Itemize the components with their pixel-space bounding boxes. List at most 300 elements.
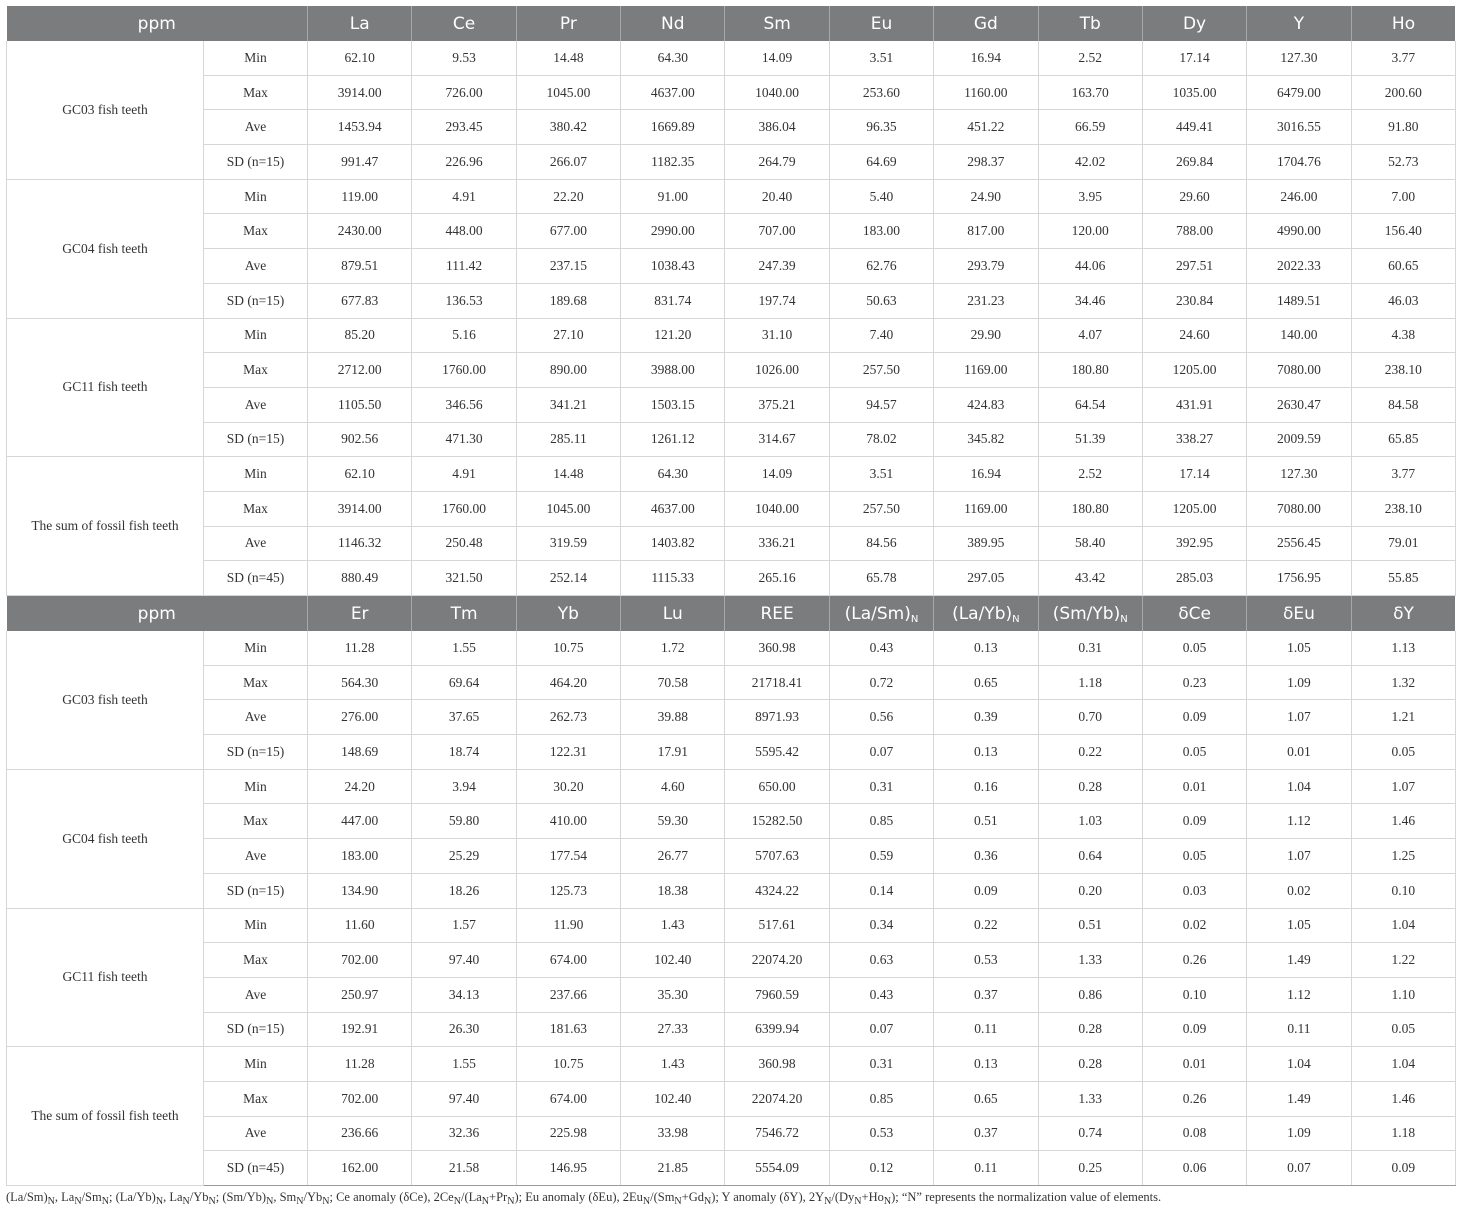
footnote-text: /(Dy [831, 1190, 855, 1204]
value-cell: 127.30 [1247, 457, 1351, 492]
value-cell: 0.08 [1142, 1116, 1246, 1151]
value-cell: 1760.00 [412, 353, 516, 388]
footnote-text: , La [54, 1190, 75, 1204]
value-cell: 293.45 [412, 110, 516, 145]
footnote-subscript: N [854, 1196, 862, 1207]
value-cell: 39.88 [621, 700, 725, 735]
footnote-text: /Yb [189, 1190, 209, 1204]
value-cell: 1.33 [1038, 943, 1142, 978]
value-cell: 1489.51 [1247, 283, 1351, 318]
footnote-subscript: N [703, 1196, 712, 1207]
footnote-text: /(La [460, 1190, 482, 1204]
value-cell: 91.00 [621, 179, 725, 214]
sample-group-label: The sum of fossil fish teeth [7, 457, 204, 596]
value-cell: 1.10 [1351, 977, 1455, 1012]
value-cell: 5554.09 [725, 1151, 829, 1186]
column-header [7, 596, 308, 632]
value-cell: 22074.20 [725, 1081, 829, 1116]
value-cell: 1045.00 [516, 491, 620, 526]
table-row [7, 422, 1456, 457]
table-row [7, 873, 1456, 908]
table-row [7, 943, 1456, 978]
table-row [7, 839, 1456, 874]
value-cell: 1.46 [1351, 804, 1455, 839]
table-row [7, 1116, 1456, 1151]
value-cell: 0.01 [1142, 769, 1246, 804]
statistic-label: SD (n=45) [204, 1151, 308, 1186]
table-row [7, 1012, 1456, 1047]
value-cell: 2.52 [1038, 41, 1142, 75]
value-cell: 197.74 [725, 283, 829, 318]
value-cell: 464.20 [516, 665, 620, 700]
value-cell: 0.43 [829, 631, 933, 665]
value-cell: 991.47 [308, 145, 412, 180]
value-cell: 58.40 [1038, 526, 1142, 561]
value-cell: 70.58 [621, 665, 725, 700]
table-row [7, 41, 1456, 75]
column-header-label: δEu [1282, 603, 1315, 624]
value-cell: 1.09 [1247, 1116, 1351, 1151]
value-cell: 97.40 [412, 943, 516, 978]
value-cell: 0.63 [829, 943, 933, 978]
footnote-subscript: N [182, 1196, 190, 1207]
statistic-label: Ave [204, 839, 308, 874]
statistic-label: Ave [204, 977, 308, 1012]
footnote-subscript: N [296, 1196, 304, 1207]
value-cell: 7.40 [829, 318, 933, 353]
value-cell: 0.11 [934, 1012, 1038, 1047]
value-cell: 15282.50 [725, 804, 829, 839]
value-cell: 0.05 [1142, 839, 1246, 874]
header-row [7, 596, 1456, 632]
table-row [7, 700, 1456, 735]
value-cell: 1205.00 [1142, 491, 1246, 526]
value-cell: 156.40 [1351, 214, 1455, 249]
value-cell: 674.00 [516, 943, 620, 978]
statistic-label: Min [204, 179, 308, 214]
value-cell: 0.13 [934, 735, 1038, 770]
table-row [7, 977, 1456, 1012]
statistic-label: Max [204, 491, 308, 526]
column-header-label: Er [350, 603, 369, 624]
value-cell: 314.67 [725, 422, 829, 457]
value-cell: 0.09 [1351, 1151, 1455, 1186]
value-cell: 1704.76 [1247, 145, 1351, 180]
value-cell: 0.53 [934, 943, 1038, 978]
value-cell: 1.04 [1351, 1047, 1455, 1082]
value-cell: 0.02 [1142, 908, 1246, 943]
value-cell: 0.26 [1142, 1081, 1246, 1116]
column-header [412, 596, 516, 632]
ree-data-table [6, 6, 1456, 1186]
value-cell: 246.00 [1247, 179, 1351, 214]
value-cell: 2712.00 [308, 353, 412, 388]
value-cell: 2.52 [1038, 457, 1142, 492]
value-cell: 16.94 [934, 457, 1038, 492]
sample-group-label: GC11 fish teeth [7, 318, 204, 457]
value-cell: 7080.00 [1247, 353, 1351, 388]
value-cell: 163.70 [1038, 75, 1142, 110]
value-cell: 102.40 [621, 943, 725, 978]
value-cell: 26.30 [412, 1012, 516, 1047]
value-cell: 120.00 [1038, 214, 1142, 249]
value-cell: 122.31 [516, 735, 620, 770]
value-cell: 0.10 [1351, 873, 1455, 908]
value-cell: 1261.12 [621, 422, 725, 457]
value-cell: 4.91 [412, 457, 516, 492]
table-row [7, 769, 1456, 804]
value-cell: 0.74 [1038, 1116, 1142, 1151]
value-cell: 11.90 [516, 908, 620, 943]
value-cell: 78.02 [829, 422, 933, 457]
value-cell: 2430.00 [308, 214, 412, 249]
statistic-label: SD (n=15) [204, 283, 308, 318]
footnote-text: ; (La/Yb) [108, 1190, 156, 1204]
statistic-label: Min [204, 769, 308, 804]
column-header-label: Eu [870, 13, 893, 34]
value-cell: 276.00 [308, 700, 412, 735]
value-cell: 431.91 [1142, 387, 1246, 422]
value-cell: 10.75 [516, 1047, 620, 1082]
value-cell: 451.22 [934, 110, 1038, 145]
column-header-label: Ho [1391, 13, 1416, 34]
value-cell: 94.57 [829, 387, 933, 422]
value-cell: 4990.00 [1247, 214, 1351, 249]
column-header [7, 6, 308, 41]
value-cell: 0.43 [829, 977, 933, 1012]
value-cell: 59.80 [412, 804, 516, 839]
value-cell: 0.34 [829, 908, 933, 943]
value-cell: 0.06 [1142, 1151, 1246, 1186]
column-header [621, 6, 725, 41]
column-header-label: (La/Sm) [844, 603, 911, 624]
value-cell: 336.21 [725, 526, 829, 561]
footnote-text: +Gd [681, 1190, 704, 1204]
value-cell: 449.41 [1142, 110, 1246, 145]
footnote-text: ); Y anomaly (δY), 2Y [711, 1190, 825, 1204]
value-cell: 7960.59 [725, 977, 829, 1012]
value-cell: 20.40 [725, 179, 829, 214]
statistic-label: Ave [204, 110, 308, 145]
value-cell: 134.90 [308, 873, 412, 908]
value-cell: 180.80 [1038, 353, 1142, 388]
value-cell: 29.90 [934, 318, 1038, 353]
value-cell: 22.20 [516, 179, 620, 214]
table-row [7, 387, 1456, 422]
footnote-text: ); “N” represents the normalization value of elements. [891, 1190, 1162, 1204]
value-cell: 24.90 [934, 179, 1038, 214]
value-cell: 250.48 [412, 526, 516, 561]
footnote-subscript: N [674, 1196, 682, 1207]
statistic-label: SD (n=15) [204, 422, 308, 457]
column-header-label: Lu [662, 603, 683, 624]
value-cell: 66.59 [1038, 110, 1142, 145]
value-cell: 3.77 [1351, 457, 1455, 492]
table-row [7, 631, 1456, 665]
value-cell: 0.20 [1038, 873, 1142, 908]
footnote-text: ; Ce anomaly (δCe), 2Ce [329, 1190, 454, 1204]
value-cell: 0.28 [1038, 769, 1142, 804]
value-cell: 4.07 [1038, 318, 1142, 353]
column-header-label: (La/Yb) [952, 603, 1013, 624]
value-cell: 1.22 [1351, 943, 1455, 978]
column-header [1142, 6, 1246, 41]
value-cell: 1.07 [1247, 700, 1351, 735]
value-cell: 0.56 [829, 700, 933, 735]
footnote-text: /(Sm [650, 1190, 675, 1204]
value-cell: 5.16 [412, 318, 516, 353]
footnote-subscript: N [266, 1196, 274, 1207]
value-cell: 0.28 [1038, 1047, 1142, 1082]
value-cell: 1.21 [1351, 700, 1455, 735]
value-cell: 517.61 [725, 908, 829, 943]
table-row [7, 75, 1456, 110]
value-cell: 43.42 [1038, 561, 1142, 596]
table-row [7, 735, 1456, 770]
value-cell: 11.60 [308, 908, 412, 943]
value-cell: 26.77 [621, 839, 725, 874]
value-cell: 42.02 [1038, 145, 1142, 180]
column-header [1247, 6, 1351, 41]
value-cell: 25.29 [412, 839, 516, 874]
value-cell: 1.49 [1247, 943, 1351, 978]
value-cell: 1105.50 [308, 387, 412, 422]
column-header [1247, 596, 1351, 632]
value-cell: 0.37 [934, 977, 1038, 1012]
column-header-label: (Sm/Yb) [1052, 603, 1121, 624]
value-cell: 4.38 [1351, 318, 1455, 353]
value-cell: 4637.00 [621, 491, 725, 526]
value-cell: 392.95 [1142, 526, 1246, 561]
value-cell: 380.42 [516, 110, 620, 145]
value-cell: 111.42 [412, 249, 516, 284]
value-cell: 1669.89 [621, 110, 725, 145]
value-cell: 7080.00 [1247, 491, 1351, 526]
value-cell: 22074.20 [725, 943, 829, 978]
value-cell: 285.11 [516, 422, 620, 457]
value-cell: 902.56 [308, 422, 412, 457]
value-cell: 1026.00 [725, 353, 829, 388]
table-row [7, 804, 1456, 839]
value-cell: 14.09 [725, 457, 829, 492]
value-cell: 0.65 [934, 665, 1038, 700]
value-cell: 702.00 [308, 943, 412, 978]
value-cell: 0.70 [1038, 700, 1142, 735]
column-header-label: Ce [452, 13, 476, 34]
value-cell: 35.30 [621, 977, 725, 1012]
value-cell: 237.15 [516, 249, 620, 284]
value-cell: 677.83 [308, 283, 412, 318]
value-cell: 386.04 [725, 110, 829, 145]
value-cell: 341.21 [516, 387, 620, 422]
column-header-subscript: N [910, 613, 919, 625]
value-cell: 0.85 [829, 1081, 933, 1116]
value-cell: 64.54 [1038, 387, 1142, 422]
column-header-label: Nd [661, 13, 685, 34]
value-cell: 17.14 [1142, 457, 1246, 492]
column-header-label: Pr [559, 13, 577, 34]
value-cell: 257.50 [829, 353, 933, 388]
statistic-label: Min [204, 41, 308, 75]
value-cell: 0.16 [934, 769, 1038, 804]
value-cell: 65.78 [829, 561, 933, 596]
value-cell: 6399.94 [725, 1012, 829, 1047]
statistic-label: SD (n=15) [204, 145, 308, 180]
sample-group-label: GC04 fish teeth [7, 179, 204, 318]
value-cell: 264.79 [725, 145, 829, 180]
value-cell: 2630.47 [1247, 387, 1351, 422]
value-cell: 0.01 [1142, 1047, 1246, 1082]
value-cell: 1.33 [1038, 1081, 1142, 1116]
value-cell: 0.05 [1142, 735, 1246, 770]
value-cell: 230.84 [1142, 283, 1246, 318]
value-cell: 817.00 [934, 214, 1038, 249]
value-cell: 34.46 [1038, 283, 1142, 318]
value-cell: 0.26 [1142, 943, 1246, 978]
value-cell: 14.09 [725, 41, 829, 75]
table-row [7, 179, 1456, 214]
value-cell: 1169.00 [934, 491, 1038, 526]
value-cell: 424.83 [934, 387, 1038, 422]
value-cell: 0.12 [829, 1151, 933, 1186]
table-row [7, 214, 1456, 249]
value-cell: 285.03 [1142, 561, 1246, 596]
value-cell: 16.94 [934, 41, 1038, 75]
footnote-subscript: N [322, 1196, 330, 1207]
value-cell: 30.20 [516, 769, 620, 804]
value-cell: 1.55 [412, 631, 516, 665]
value-cell: 2990.00 [621, 214, 725, 249]
value-cell: 788.00 [1142, 214, 1246, 249]
value-cell: 2556.45 [1247, 526, 1351, 561]
value-cell: 226.96 [412, 145, 516, 180]
column-header-label: Tb [1079, 13, 1101, 34]
value-cell: 1.18 [1038, 665, 1142, 700]
value-cell: 1205.00 [1142, 353, 1246, 388]
value-cell: 0.53 [829, 1116, 933, 1151]
value-cell: 1403.82 [621, 526, 725, 561]
column-header [412, 6, 516, 41]
value-cell: 257.50 [829, 491, 933, 526]
column-header [829, 6, 933, 41]
statistic-label: Max [204, 353, 308, 388]
table-row [7, 665, 1456, 700]
value-cell: 3.94 [412, 769, 516, 804]
value-cell: 0.03 [1142, 873, 1246, 908]
value-cell: 831.74 [621, 283, 725, 318]
value-cell: 707.00 [725, 214, 829, 249]
column-header-label: Dy [1182, 13, 1207, 34]
value-cell: 0.28 [1038, 1012, 1142, 1047]
value-cell: 1453.94 [308, 110, 412, 145]
value-cell: 27.33 [621, 1012, 725, 1047]
value-cell: 8971.93 [725, 700, 829, 735]
column-header [1351, 6, 1455, 41]
value-cell: 447.00 [308, 804, 412, 839]
value-cell: 0.05 [1142, 631, 1246, 665]
value-cell: 4637.00 [621, 75, 725, 110]
footnote-text: +Pr [489, 1190, 508, 1204]
value-cell: 183.00 [308, 839, 412, 874]
value-cell: 225.98 [516, 1116, 620, 1151]
statistic-label: Ave [204, 1116, 308, 1151]
value-cell: 3914.00 [308, 491, 412, 526]
value-cell: 0.07 [1247, 1151, 1351, 1186]
value-cell: 0.09 [1142, 700, 1246, 735]
value-cell: 0.85 [829, 804, 933, 839]
value-cell: 84.58 [1351, 387, 1455, 422]
table-row [7, 1047, 1456, 1082]
value-cell: 0.31 [829, 1047, 933, 1082]
value-cell: 162.00 [308, 1151, 412, 1186]
value-cell: 44.06 [1038, 249, 1142, 284]
value-cell: 1.07 [1351, 769, 1455, 804]
value-cell: 24.60 [1142, 318, 1246, 353]
footnote-text: +Ho [861, 1190, 884, 1204]
value-cell: 64.30 [621, 41, 725, 75]
value-cell: 62.10 [308, 457, 412, 492]
value-cell: 91.80 [1351, 110, 1455, 145]
value-cell: 64.30 [621, 457, 725, 492]
value-cell: 269.84 [1142, 145, 1246, 180]
value-cell: 262.73 [516, 700, 620, 735]
value-cell: 84.56 [829, 526, 933, 561]
value-cell: 3914.00 [308, 75, 412, 110]
statistic-label: Max [204, 804, 308, 839]
value-cell: 79.01 [1351, 526, 1455, 561]
value-cell: 0.11 [1247, 1012, 1351, 1047]
footnote-text: ; (Sm/Yb) [215, 1190, 267, 1204]
value-cell: 0.14 [829, 873, 933, 908]
footnote-subscript: N [101, 1196, 109, 1207]
value-cell: 6479.00 [1247, 75, 1351, 110]
column-header-label: ppm [137, 13, 176, 34]
footnote-text: , La [163, 1190, 183, 1204]
value-cell: 1.07 [1247, 839, 1351, 874]
value-cell: 0.65 [934, 1081, 1038, 1116]
footnote-subscript: N [208, 1196, 216, 1207]
value-cell: 0.39 [934, 700, 1038, 735]
value-cell: 1.25 [1351, 839, 1455, 874]
column-header-label: δCe [1178, 603, 1211, 624]
value-cell: 21.58 [412, 1151, 516, 1186]
value-cell: 389.95 [934, 526, 1038, 561]
statistic-label: Ave [204, 700, 308, 735]
value-cell: 5707.63 [725, 839, 829, 874]
statistic-label: SD (n=15) [204, 1012, 308, 1047]
footnote-subscript: N [642, 1196, 651, 1207]
column-header-subscript: N [1012, 613, 1020, 625]
value-cell: 27.10 [516, 318, 620, 353]
value-cell: 5595.42 [725, 735, 829, 770]
column-header [829, 596, 933, 632]
footnote-subscript: N [47, 1196, 55, 1207]
value-cell: 0.64 [1038, 839, 1142, 874]
value-cell: 298.37 [934, 145, 1038, 180]
footnote-subscript: N [507, 1196, 515, 1207]
value-cell: 18.26 [412, 873, 516, 908]
table-row [7, 353, 1456, 388]
value-cell: 1.32 [1351, 665, 1455, 700]
value-cell: 148.69 [308, 735, 412, 770]
header-row [7, 6, 1456, 41]
value-cell: 1.05 [1247, 908, 1351, 943]
value-cell: 17.91 [621, 735, 725, 770]
ree-data-table-container [6, 6, 1455, 1186]
value-cell: 180.80 [1038, 491, 1142, 526]
value-cell: 11.28 [308, 1047, 412, 1082]
value-cell: 238.10 [1351, 353, 1455, 388]
